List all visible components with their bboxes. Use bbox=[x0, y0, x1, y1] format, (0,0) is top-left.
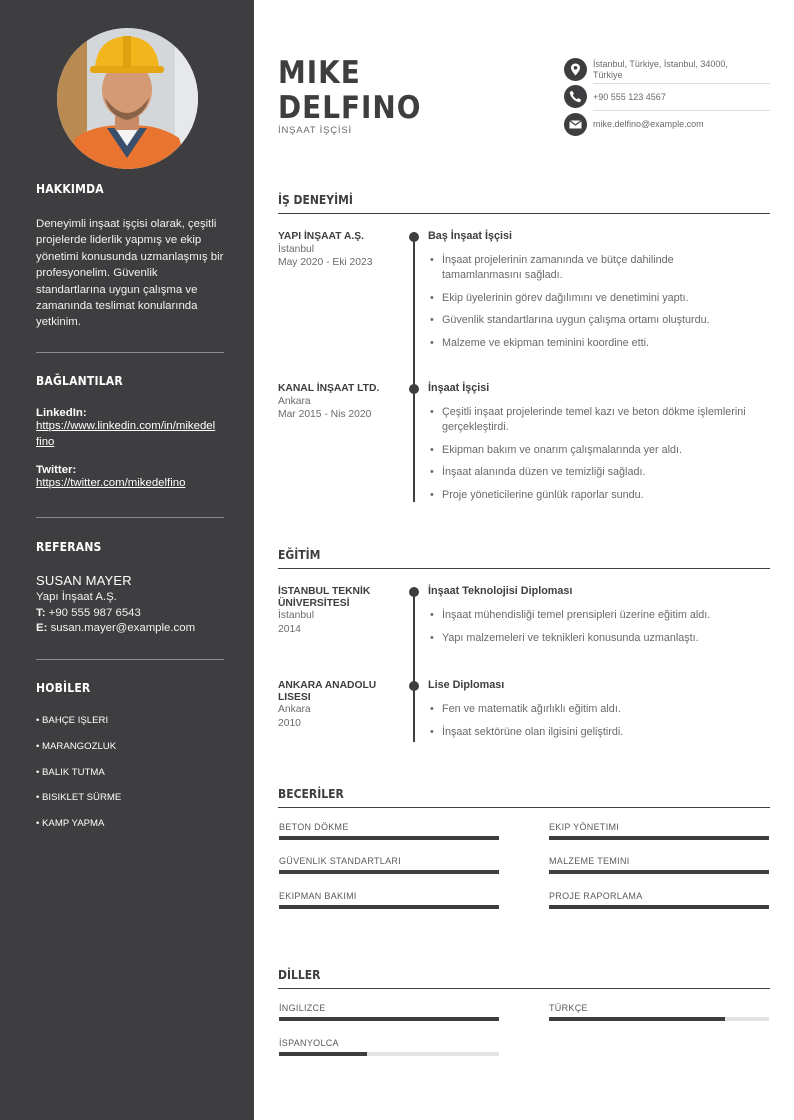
job-role: Baş İnşaat İşçisi bbox=[428, 230, 513, 242]
school-location: Ankara bbox=[278, 704, 311, 715]
company-name: YAPI İNŞAAT A.Ş. bbox=[278, 231, 365, 242]
languages-heading: DİLLER bbox=[278, 968, 321, 982]
about-heading: HAKKIMDA bbox=[36, 182, 104, 196]
job-title: İNŞAAT İŞÇİSİ bbox=[278, 125, 352, 136]
section-rule bbox=[278, 988, 770, 989]
list-item: • Ekip üyelerinin görev dağılımını ve denetimini yaptı. bbox=[428, 291, 748, 306]
linkedin-label: LinkedIn: bbox=[36, 407, 87, 419]
language-item: İSPANYOLCA bbox=[279, 1038, 499, 1048]
contact-phone: +90 555 123 4567 bbox=[593, 92, 666, 102]
reference-phone: T: +90 555 987 6543 bbox=[36, 606, 141, 619]
language-bar bbox=[279, 1017, 499, 1021]
list-item: • Fen ve matematik ağırlıklı eğitim aldı. bbox=[428, 702, 748, 717]
reference-section bbox=[36, 540, 224, 637]
list-item: • Çeşitli inşaat projelerinde temel kazı ve beton dökme işlemlerini gerçekleştirdi. bbox=[428, 405, 748, 435]
graduation-year: 2010 bbox=[278, 717, 301, 729]
skill-item: MALZEME TEMINI bbox=[549, 856, 769, 866]
list-item: • Proje yöneticilerine günlük raporlar sundu. bbox=[428, 488, 748, 503]
section-rule bbox=[278, 807, 770, 808]
timeline-dot bbox=[409, 232, 419, 242]
company-location: Ankara bbox=[278, 395, 311, 407]
profile-photo bbox=[57, 28, 198, 169]
skill-item: BETON DÖKME bbox=[279, 822, 499, 832]
company-location: İstanbul bbox=[278, 243, 315, 255]
skill-bar bbox=[549, 905, 769, 909]
experience-entry bbox=[278, 231, 398, 270]
skill-bar bbox=[279, 836, 499, 840]
links-section bbox=[36, 374, 224, 492]
skill-bar bbox=[279, 870, 499, 874]
education-heading: EĞİTİM bbox=[278, 548, 321, 562]
hobby-item: • BALIK TUTMA bbox=[36, 767, 105, 778]
experience-heading: İŞ DENEYİMİ bbox=[278, 193, 353, 207]
divider bbox=[36, 352, 224, 353]
education-details bbox=[428, 702, 748, 747]
hobby-item: • MARANGOZLUK bbox=[36, 741, 117, 752]
skill-item: EKIPMAN BAKIMI bbox=[279, 891, 499, 901]
language-bar bbox=[549, 1017, 769, 1021]
degree-name: Lise Diploması bbox=[428, 679, 505, 691]
reference-email: E: susan.mayer@example.com bbox=[36, 622, 196, 634]
hobby-item: • BISIKLET SÜRME bbox=[36, 792, 122, 803]
section-rule bbox=[278, 213, 770, 214]
job-role: İnşaat İşçisi bbox=[428, 382, 490, 394]
education-entry bbox=[278, 680, 398, 730]
skill-item: EKIP YÖNETIMI bbox=[549, 822, 769, 832]
list-item: • Güvenlik standartlarına uygun çalışma ortamı oluşturdu. bbox=[428, 313, 748, 328]
links-heading: BAĞLANTILAR bbox=[36, 374, 123, 388]
skill-bar bbox=[549, 836, 769, 840]
phone-icon bbox=[564, 85, 587, 108]
reference-name: SUSAN MAYER bbox=[36, 573, 132, 588]
skill-item: PROJE RAPORLAMA bbox=[549, 891, 769, 901]
school-name: İSTANBUL TEKNİK ÜNİVERSİTESİ bbox=[278, 586, 371, 609]
hobbies-heading: HOBİLER bbox=[36, 681, 91, 695]
language-bar bbox=[279, 1052, 499, 1056]
divider bbox=[593, 83, 770, 84]
list-item: • İnşaat sektörüne olan ilgisini geliştirdi. bbox=[428, 725, 748, 740]
education-entry bbox=[278, 586, 398, 636]
list-item: • İnşaat projelerinin zamanında ve bütçe dahilinde tamamlanmasını sağladı. bbox=[428, 253, 748, 283]
divider bbox=[593, 110, 770, 111]
education-timeline bbox=[413, 590, 415, 742]
responsibility-list bbox=[428, 405, 748, 510]
contact-email[interactable]: mike.delfino@example.com bbox=[593, 119, 704, 129]
hobby-item: • KAMP YAPMA bbox=[36, 818, 105, 829]
experience-entry bbox=[278, 383, 398, 422]
list-item: • Yapı malzemeleri ve teknikleri konusunda uzmanlaştı. bbox=[428, 631, 748, 646]
main-content bbox=[254, 0, 794, 1120]
about-section bbox=[36, 182, 224, 331]
responsibility-list bbox=[428, 253, 748, 358]
list-item: • Malzeme ve ekipman teminini koordine etti. bbox=[428, 336, 748, 351]
employment-dates: Mar 2015 - Nis 2020 bbox=[278, 409, 372, 420]
skills-heading: BECERİLER bbox=[278, 787, 344, 801]
degree-name: İnşaat Teknolojisi Diploması bbox=[428, 585, 573, 597]
sidebar bbox=[0, 0, 254, 1120]
hobby-item: • BAHÇE IŞLERI bbox=[36, 715, 109, 726]
section-rule bbox=[278, 568, 770, 569]
hobbies-section bbox=[36, 681, 224, 841]
school-name: ANKARA ANADOLU LISESI bbox=[278, 680, 377, 703]
full-name: MIKE DELFINO bbox=[278, 55, 422, 126]
skill-bar bbox=[279, 905, 499, 909]
education-details bbox=[428, 608, 748, 653]
about-text: Deneyimli inşaat işçisi olarak, çeşitli projelerde liderlik yapmış ve ekip yönetimi konusunda uzmanlaşmış bir profesyonelim. Güvenlik standartlarına uygun çalışma ve zamanında teslimat konularında yetkinim. bbox=[36, 218, 224, 329]
timeline-dot bbox=[409, 384, 419, 394]
location-pin-icon bbox=[564, 58, 587, 81]
reference-company: Yapı İnşaat A.Ş. bbox=[36, 591, 117, 603]
twitter-link[interactable]: https://twitter.com/mikedelfino bbox=[36, 477, 186, 489]
skill-item: GÜVENLIK STANDARTLARI bbox=[279, 856, 499, 866]
language-item: İNGILIZCE bbox=[279, 1003, 499, 1013]
school-location: İstanbul bbox=[278, 610, 315, 621]
skill-bar bbox=[549, 870, 769, 874]
divider bbox=[36, 517, 224, 518]
list-item: • İnşaat mühendisliği temel prensipleri üzerine eğitim aldı. bbox=[428, 608, 748, 623]
language-item: TÜRKÇE bbox=[549, 1003, 769, 1013]
timeline-dot bbox=[409, 587, 419, 597]
divider bbox=[36, 659, 224, 660]
contact-block bbox=[564, 58, 770, 138]
timeline-dot bbox=[409, 681, 419, 691]
company-name: KANAL İNŞAAT LTD. bbox=[278, 383, 380, 394]
experience-timeline bbox=[413, 236, 415, 502]
employment-dates: May 2020 - Eki 2023 bbox=[278, 257, 373, 268]
twitter-label: Twitter: bbox=[36, 464, 77, 476]
reference-heading: REFERANS bbox=[36, 540, 102, 554]
linkedin-link[interactable]: https://www.linkedin.com/in/mikedelfino bbox=[36, 420, 216, 448]
list-item: • İnşaat alanında düzen ve temizliği sağladı. bbox=[428, 465, 748, 480]
email-icon bbox=[564, 113, 587, 136]
graduation-year: 2014 bbox=[278, 623, 301, 635]
contact-address: İstanbul, Türkiye, İstanbul, 34000, Türkiye bbox=[593, 59, 728, 80]
list-item: • Ekipman bakım ve onarım çalışmalarında yer aldı. bbox=[428, 443, 748, 458]
